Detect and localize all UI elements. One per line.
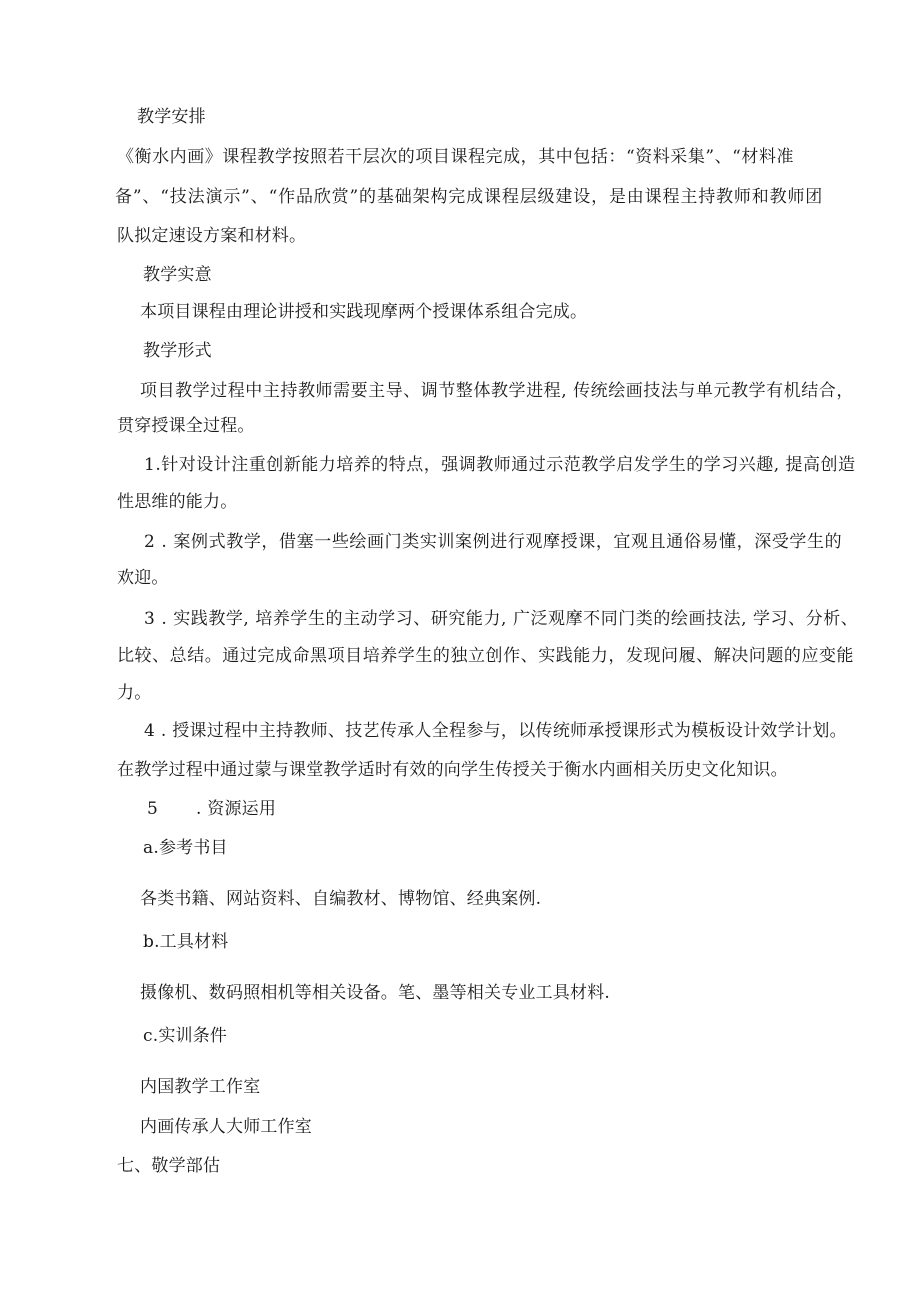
item-1-line-1: 1.针对设计注重创新能力培养的特点，强调教师通过示范教学启发学生的学习兴趣, 提高创造 — [144, 455, 856, 475]
item-1-line-2: 性思维的能力。 — [117, 492, 238, 512]
training-item-2: 内画传承人大师工作室 — [140, 1117, 312, 1137]
training-heading: c.实训条件 — [143, 1026, 228, 1046]
item-3-line-1: 3 . 实践教学, 培养学生的主动学习、研究能力, 广泛观摩不同门类的绘画技法, 学习、分析、 — [144, 609, 859, 629]
section-7-heading: 七、敬学部估 — [117, 1156, 221, 1176]
form-line-2: 贯穿授课全过程。 — [117, 416, 255, 436]
item-3-line-3: 力。 — [117, 683, 152, 703]
tools-heading: b.工具材料 — [143, 932, 229, 952]
item-2-line-2: 欢迎。 — [117, 568, 169, 588]
form-line-1: 项目教学过程中主持教师需要主导、调节整体教学进程, 传统绘画技法与单元教学有机结合， — [140, 381, 854, 401]
item-3-line-2: 比较、总结。通过完成命黑项目培养学生的独立创作、实践能力，发现问履、解决问题的应变能 — [117, 646, 855, 666]
heading-teaching-form: 教学形式 — [143, 341, 212, 361]
tools-text: 摄像机、数码照相机等相关设备。笔、墨等相关专业工具材料. — [140, 983, 611, 1003]
ref-books-text: 各类书籍、网站资料、自编教材、博物馆、经典案例. — [140, 889, 542, 909]
item-5 — [147, 798, 276, 820]
item-2-line-1: 2 . 案例式教学，借塞一些绘画门类实训案例进行观摩授课，宜观且通俗易懂，深受学生的 — [144, 532, 843, 552]
heading-teaching-arrangement: 教学安排 — [137, 107, 206, 127]
training-item-1: 内国教学工作室 — [140, 1077, 261, 1097]
ref-books-heading: a.参考书目 — [143, 838, 228, 858]
arrangement-line-2: 备”、“技法演示”、“作品欣赏”的基础架构完成课程层级建设，是由课程主持教师和教师团 — [115, 187, 824, 207]
item-5-number: 5 — [147, 799, 159, 819]
item-4-line-2: 在教学过程中通过蒙与课堂教学适时有效的向学生传授关于衡水内画相关历史文化知识。 — [117, 760, 788, 780]
item-4-line-1: 4 . 授课过程中主持教师、技艺传承人全程参与，以传统师承授课形式为模板设计效学计划。 — [144, 721, 847, 741]
arrangement-line-3: 队拟定速设方案和材料。 — [117, 226, 307, 246]
meaning-line: 本项目课程由理论讲授和实践现摩两个授课体系组合完成。 — [140, 302, 588, 322]
heading-teaching-meaning: 教学实意 — [143, 265, 212, 285]
arrangement-line-1: 《衡水内画》课程教学按照若干层次的项目课程完成，其中包括：“资料采集”、“材料准 — [117, 147, 795, 167]
item-5-text: . 资源运用 — [196, 799, 277, 819]
